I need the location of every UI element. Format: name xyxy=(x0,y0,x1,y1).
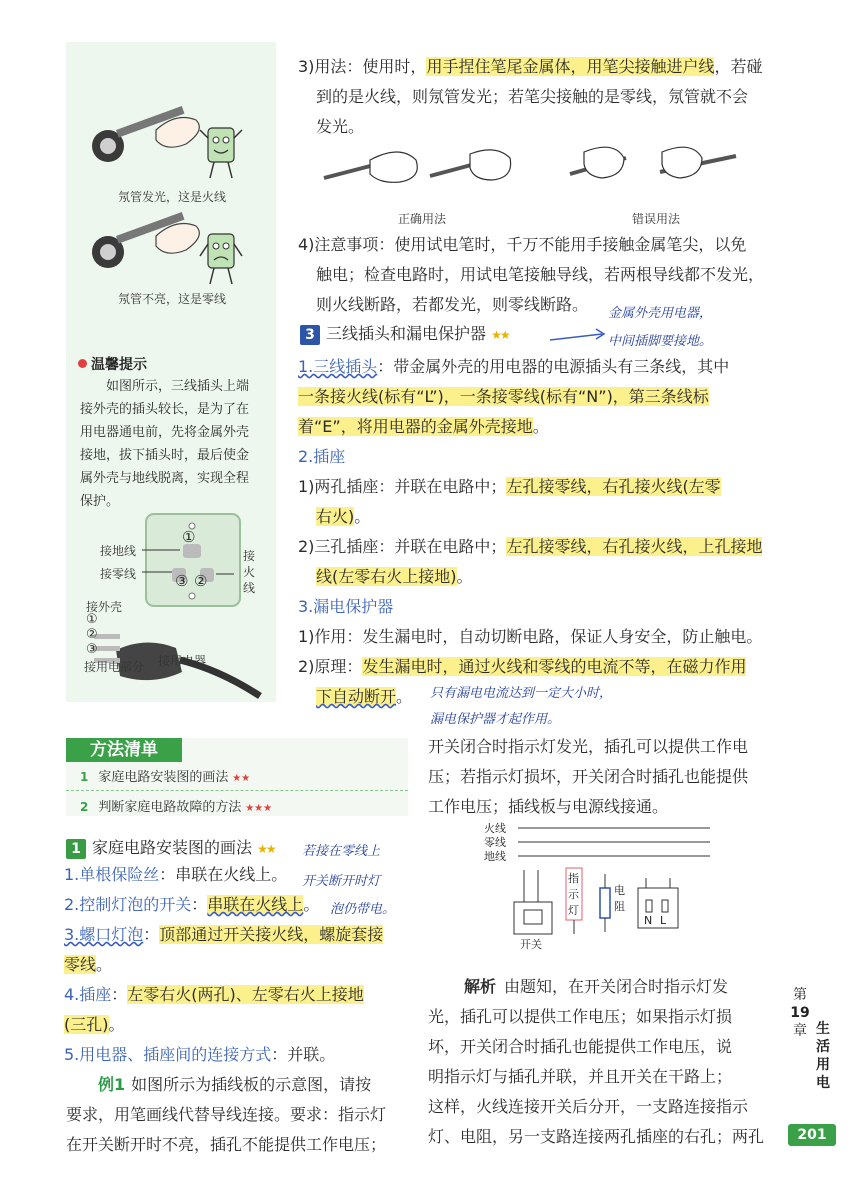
method-item-1-stars: ★★ xyxy=(232,773,251,784)
tester-neutral-figure xyxy=(86,212,246,296)
item-2-label: 2.插座 xyxy=(298,447,346,466)
rule-4-end: 。 xyxy=(108,1015,125,1034)
item-1-highlight: 着“E”，将用电器的金属外壳接地 xyxy=(298,417,533,436)
handwritten-note-6: 开关断开时灯 xyxy=(302,874,381,889)
plug-pin-3: ③ xyxy=(86,642,98,657)
leakage-principle-highlight: 发生漏电时，通过火线和零线的电流不等，在磁力作用 xyxy=(362,657,747,676)
socket-2hole-highlight: 左孔接零线，右孔接火线(左零 xyxy=(506,477,721,496)
rule-3-colon: ： xyxy=(143,925,160,944)
page-number: 201 xyxy=(788,1124,836,1146)
chapter-char-3: 章 xyxy=(793,1023,807,1039)
resistor-symbol xyxy=(600,888,610,918)
example-label: 例1 xyxy=(98,1075,126,1094)
power-strip-diagram xyxy=(484,818,724,958)
plug-pin-markers xyxy=(86,612,98,657)
analysis-line: 坏，开关闭合时插孔也能提供工作电压，说 xyxy=(428,1037,733,1056)
section-1-heading xyxy=(66,836,275,861)
label-ground: 地线 xyxy=(484,850,506,863)
socket-2hole-end: 。 xyxy=(354,507,371,526)
socket-2hole-highlight: 右火) xyxy=(316,507,355,526)
item-1-highlight: 一条接火线(标有“L”)，一条接零线(标有“N”)，第三条线标 xyxy=(298,387,709,406)
chapter-char-2: 19 xyxy=(790,1005,810,1021)
rule-3-highlight: 零线 xyxy=(64,955,97,974)
tip-heading xyxy=(78,354,147,374)
label-appliance-part: 接用电部分 xyxy=(84,660,145,674)
label-indicator-2: 示 xyxy=(568,888,579,901)
rule-4-label: 4.插座 xyxy=(64,985,112,1004)
usage-illustrations xyxy=(320,142,750,204)
section-3-title: 三线插头和漏电保护器 xyxy=(326,324,487,343)
example-line: 压；若指示灯损坏，开关闭合时插孔也能提供 xyxy=(428,767,749,786)
example-line: 开关闭合时指示灯发光，插孔可以提供工作电 xyxy=(428,737,749,756)
method-item-2-stars: ★★★ xyxy=(245,803,273,814)
rule-3-label: 3.螺口灯泡 xyxy=(64,925,144,944)
analysis-line: 这样，火线连接开关后分开，一支路连接指示 xyxy=(428,1097,749,1116)
note-line: 触电；检查电路时，用试电笔接触导线，若两根导线都不发光， xyxy=(316,265,765,284)
label-live-wire: 接火线 xyxy=(243,549,256,595)
rule-1-text: ：串联在火线上。 xyxy=(159,865,288,884)
label-indicator-1: 指 xyxy=(568,872,579,885)
method-item-1-text: 家庭电路安装图的画法 xyxy=(98,770,229,785)
rule-5-text: ：并联。 xyxy=(271,1045,336,1064)
rule-5-label: 5.用电器、插座间的连接方式 xyxy=(64,1045,272,1064)
usage-line: 发光。 xyxy=(316,117,365,136)
item-1-label: 1.三线插头 xyxy=(298,357,378,376)
method-item-2-number: 2 xyxy=(80,800,89,814)
method-item-1-number: 1 xyxy=(80,770,89,784)
handwritten-note-2: 中间插脚要接地。 xyxy=(608,334,713,349)
rule-2-end: 。 xyxy=(303,895,320,914)
label-neutral-wire: 接零线 xyxy=(100,567,137,581)
rule-4-highlight: 左零右火(两孔)、左零右火上接地 xyxy=(127,985,364,1004)
tip-line: 如图所示，三线插头上端 xyxy=(106,379,250,394)
usage-highlight: 用手捏住笔尾金属体，用笔尖接触进户线 xyxy=(426,57,715,76)
tester-usage-block xyxy=(298,52,778,142)
wrong-hand-1 xyxy=(570,147,626,178)
label-appliance: 接用电器 xyxy=(158,654,207,668)
rule-4-colon: ： xyxy=(111,985,128,1004)
label-N: N xyxy=(644,914,653,927)
rule-3-highlight: 顶部通过开关接火线，螺旋套接 xyxy=(159,925,384,944)
label-live: 火线 xyxy=(484,822,506,835)
chapter-number xyxy=(790,986,810,1040)
example-line: 在开关断开时不亮，插孔不能提供工作电压； xyxy=(66,1135,387,1154)
plug-pin-1: ① xyxy=(86,612,98,627)
usage-rest: ，若碰 xyxy=(714,57,763,76)
example-1-block xyxy=(66,1070,412,1160)
method-item-2 xyxy=(80,796,272,815)
analysis-line: 灯、电阻，另一支路连接两孔插座的右孔；两孔 xyxy=(428,1127,765,1146)
correct-hand-1 xyxy=(324,152,417,182)
wrong-usage-caption: 错误用法 xyxy=(632,212,681,226)
section-1-stars: ★★ xyxy=(257,842,275,856)
item-1-end: 。 xyxy=(532,417,549,436)
label-switch: 开关 xyxy=(520,938,542,951)
example-1-continued xyxy=(428,732,778,822)
label-neutral: 零线 xyxy=(484,836,506,849)
method-item-1 xyxy=(80,766,250,785)
rule-1-label: 1.单根保险丝 xyxy=(64,865,160,884)
section-3-heading xyxy=(300,322,509,347)
socket-3hole-highlight: 线(左零右火上接地) xyxy=(316,567,457,586)
example-line: 工作电压；插线板与电源线接通。 xyxy=(428,797,669,816)
tip-bullet-icon xyxy=(78,359,87,368)
rule-3-end: 。 xyxy=(96,955,113,974)
label-indicator-3: 灯 xyxy=(568,904,579,917)
label-resistor-2: 阻 xyxy=(614,900,625,913)
fig2-caption: 氖管不亮，这是零线 xyxy=(118,292,227,306)
handwritten-note-7: 泡仍带电。 xyxy=(330,902,396,917)
method-list-title: 方法清单 xyxy=(66,738,182,762)
tip-line: 属外壳与地线脱离，实现全程 xyxy=(80,471,250,486)
chapter-char-1: 第 xyxy=(793,987,807,1003)
label-shell: 接外壳 xyxy=(86,600,123,614)
analysis-label: 解析 xyxy=(464,977,497,996)
tip-line: 保护。 xyxy=(80,494,120,509)
rule-4-highlight: (三孔) xyxy=(64,1015,109,1034)
section-1-title: 家庭电路安装图的画法 xyxy=(92,838,253,857)
handwritten-arrow xyxy=(548,326,608,346)
example-line: 要求，用笔画线代替导线连接。要求：指示灯 xyxy=(66,1105,387,1124)
fig1-caption: 氖管发光，这是火线 xyxy=(118,190,227,204)
leakage-function: 1)作用：发生漏电时，自动切断电路，保证人身安全，防止触电。 xyxy=(298,627,763,646)
note-line: 则火线断路，若都发光，则零线断路。 xyxy=(316,295,589,314)
method-divider xyxy=(66,790,408,791)
rule-2-highlight: 串联在火线上 xyxy=(207,895,304,914)
rule-2-label: 2.控制灯泡的开关 xyxy=(64,895,192,914)
pin-2-marker: ② xyxy=(194,572,208,590)
item-3-label: 3.漏电保护器 xyxy=(298,597,394,616)
install-rules-list xyxy=(64,860,414,1070)
pin-3-marker: ③ xyxy=(175,572,189,590)
handwritten-note-4: 漏电保护器才起作用。 xyxy=(430,712,561,727)
analysis-line: 明指示灯与插孔并联，并且开关在干路上； xyxy=(428,1067,733,1086)
label-ground-wire: 接地线 xyxy=(100,544,137,558)
section-1-number: 1 xyxy=(66,839,86,859)
socket-3hole-prefix: 2)三孔插座：并联在电路中； xyxy=(298,537,507,556)
note-line: 4)注意事项：使用试电笔时，千万不能用手接触金属笔尖，以免 xyxy=(298,235,747,254)
handwritten-note-1: 金属外壳用电器， xyxy=(608,306,713,321)
tip-line: 接地，拔下插头时，最后使金 xyxy=(80,448,250,463)
label-L: L xyxy=(660,914,667,927)
socket-3hole-highlight: 左孔接零线，右孔接火线，上孔接地 xyxy=(506,537,763,556)
tester-live-figure xyxy=(86,100,246,186)
example-line: 如图所示为插线板的示意图，请按 xyxy=(131,1075,372,1094)
usage-line: 到的是火线，则氖管发光；若笔尖接触的是零线，氖管就不会 xyxy=(316,87,749,106)
usage-prefix: 3)用法：使用时， xyxy=(298,57,427,76)
label-resistor-1: 电 xyxy=(614,884,625,897)
plug-pin-2: ② xyxy=(86,627,98,642)
analysis-line: 光，插孔可以提供工作电压；如果指示灯损 xyxy=(428,1007,733,1026)
wrong-hand-2 xyxy=(660,147,736,178)
socket-2hole-prefix: 1)两孔插座：并联在电路中； xyxy=(298,477,507,496)
analysis-block xyxy=(428,972,774,1152)
leakage-principle-highlight: 下自动断开 xyxy=(316,687,397,706)
item-1-text: ：带金属外壳的用电器的电源插头有三条线，其中 xyxy=(377,357,730,376)
bleed-through-text xyxy=(72,58,272,80)
tip-line: 用电器通电前，先将金属外壳 xyxy=(80,425,250,440)
three-pin-plug-section xyxy=(298,352,778,712)
pin-1-marker: ① xyxy=(182,528,196,546)
tip-line: 接外壳的插头较长，是为了在 xyxy=(80,402,250,417)
leakage-principle-prefix: 2)原理： xyxy=(298,657,363,676)
handwritten-note-5: 若接在零线上 xyxy=(302,844,381,859)
correct-usage-caption: 正确用法 xyxy=(398,212,447,226)
analysis-line: 由题知，在开关闭合时指示灯发 xyxy=(504,977,729,996)
correct-hand-2 xyxy=(430,150,511,180)
section-3-number: 3 xyxy=(300,325,320,345)
rule-2-colon: ： xyxy=(191,895,208,914)
difficulty-stars: ★★ xyxy=(491,328,509,342)
method-item-2-text: 判断家庭电路故障的方法 xyxy=(98,800,242,815)
tip-body xyxy=(80,375,270,513)
socket-3hole-end: 。 xyxy=(456,567,473,586)
tip-title: 温馨提示 xyxy=(91,357,147,373)
leakage-principle-end: 。 xyxy=(396,687,413,706)
chapter-title: 生活用电 xyxy=(816,1021,830,1091)
handwritten-note-3: 只有漏电电流达到一定大小时， xyxy=(430,686,613,701)
